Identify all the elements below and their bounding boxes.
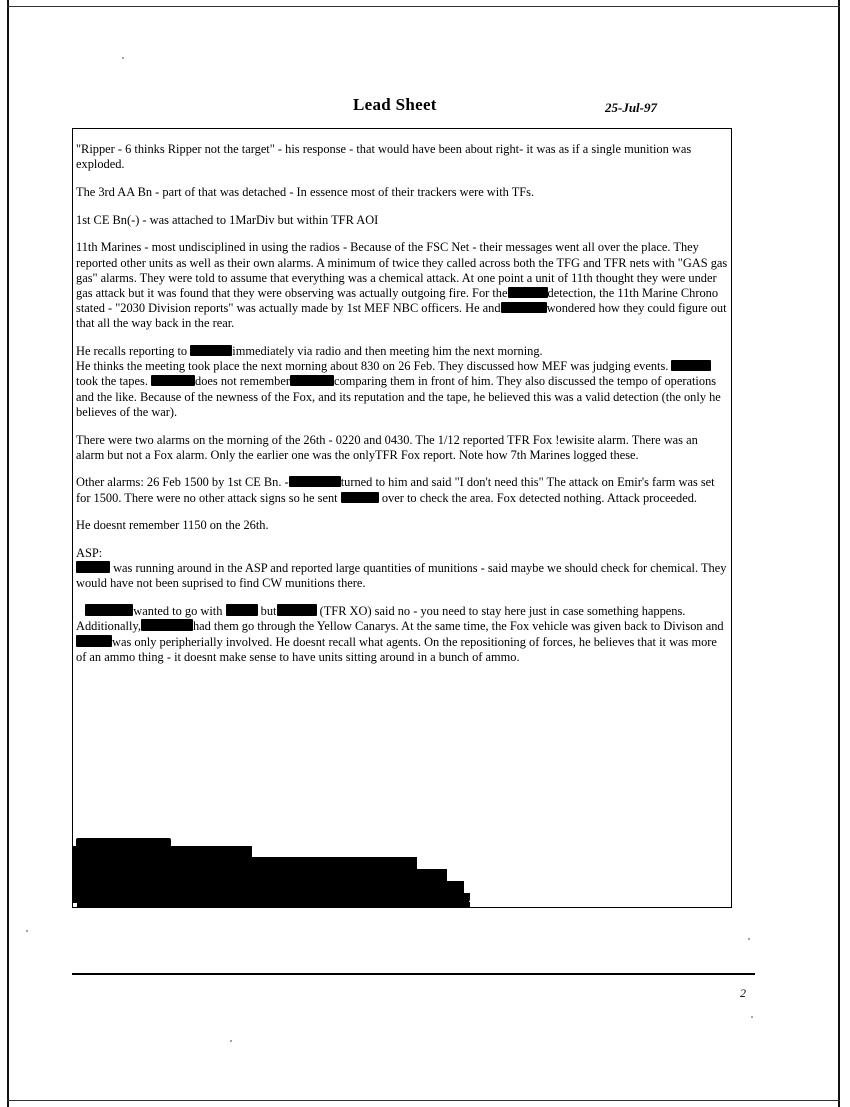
- paragraph-11th-marines: [76, 240, 728, 331]
- scan-speckle: [230, 1040, 232, 1042]
- paragraph-two-alarms: There were two alarms on the morning of the 26th - 0220 and 0430. The 1/12 reported TFR Fox !ewisite alarm. There was an alarm but not a Fox alarm. Only the earlier one was the onlyTFR Fox report. Note how 7th Marines logged these.: [76, 432, 698, 462]
- redaction-bar: [277, 604, 317, 616]
- paragraph-other-alarms: [76, 475, 728, 505]
- redaction-bar: [341, 492, 379, 503]
- text-run: wondered how they could figure out that all the way back in the rear.: [76, 301, 727, 331]
- redaction-bar: [76, 561, 110, 573]
- text-run: was running around in the ASP and reported large quantities of munitions - said maybe we should check for chemical. They would have not been suprised to find CW munitions there.: [76, 561, 727, 591]
- scan-edge-right: [838, 0, 840, 1107]
- paragraph-doesnt-remember: He doesnt remember 1150 on the 26th.: [76, 518, 269, 533]
- paragraph-recalls-reporting: [76, 344, 728, 359]
- text-run: over to check the area. Fox detected nothing. Attack proceeded.: [381, 490, 697, 505]
- scan-edge-bottom: [7, 1100, 840, 1101]
- text-run: He thinks the meeting took place the next morning about 830 on 26 Feb. They discussed how MEF was judging events.: [76, 359, 669, 374]
- redaction-bar: [501, 302, 547, 313]
- redaction-bar: [671, 360, 711, 371]
- footer-divider: [72, 973, 755, 975]
- scan-edge-left: [7, 0, 9, 1107]
- text-run: turned to him and said "I don't need this" The attack on Emir's farm was set for 1500. There were no other attack signs so he sent: [76, 475, 715, 505]
- text-run: took the tapes.: [76, 374, 148, 389]
- redaction-bar: [290, 375, 334, 386]
- scan-speckle: [26, 930, 28, 932]
- page-title: Lead Sheet: [353, 95, 437, 114]
- text-run: Other alarms: 26 Feb 1500 by 1st CE Bn. -: [76, 475, 289, 490]
- text-run: had them go through the Yellow Canarys. At the same time, the Fox vehicle was given back to Divison and: [192, 619, 724, 634]
- text-run: does not remember: [195, 374, 290, 389]
- scan-speckle: [748, 938, 750, 940]
- paragraph-meeting: [76, 359, 728, 420]
- text-run: 11th Marines - most undisciplined in using the radios - Because of the FSC Net - their messages went all over the place. They reported other units as well as their own alarms. A minimum of twice they called across both the TFG and TFR nets with "GAS gas gas" alarms. They were told to assume that everything was a chemical attack. At one point a unit of 11th thought they were under gas attack but it was found that they were observing was actually outgoing fire. For the: [76, 240, 728, 300]
- scan-speckle: [122, 57, 124, 59]
- redaction-bar: [226, 604, 258, 616]
- scan-speckle: [751, 1016, 753, 1018]
- redaction-bar: [76, 635, 112, 647]
- text-run: immediately via radio and then meeting him the next morning.: [232, 344, 543, 359]
- text-run: He recalls reporting to: [76, 344, 188, 359]
- text-run: comparing them in front of him. They also discussed the tempo of operations and the like. Because of the newness of the Fox, and its reputation and the tape, he believed this was a valid detection (the only he believes of the war).: [76, 374, 721, 419]
- document-body-text: [76, 142, 728, 677]
- paragraph-asp: [76, 561, 728, 591]
- document-header: [70, 95, 770, 119]
- text-run: wanted to go with: [133, 604, 223, 619]
- text-run: (TFR XO) said no - you need to stay here just in case something happens. Additionally,: [76, 604, 686, 634]
- asp-label: ASP:: [76, 546, 103, 561]
- redaction-bar: [190, 345, 232, 356]
- scan-edge-top: [7, 6, 840, 7]
- text-run: but: [260, 604, 277, 619]
- paragraph-1st-ce-bn: 1st CE Bn(-) - was attached to 1MarDiv but within TFR AOI: [76, 212, 379, 227]
- redaction-bar: [508, 287, 548, 298]
- redaction-bar: [77, 902, 470, 907]
- text-run: was only peripherially involved. He doesnt recall what agents. On the repositioning of forces, he believes that it was more of an ammo thing - it doesnt make sense to have units sitting around in a bunch of ammo.: [76, 634, 717, 664]
- paragraph-final: [76, 604, 728, 665]
- redaction-bar: [289, 476, 341, 487]
- paragraph-3rd-aa-bn: The 3rd AA Bn - part of that was detached - In essence most of their trackers were with TFs.: [76, 184, 535, 199]
- redaction-bar: [85, 604, 133, 616]
- redaction-bar: [151, 375, 195, 386]
- paragraph-ripper: "Ripper - 6 thinks Ripper not the target" - his response - that would have been about right- it was as if a single munition was exploded.: [76, 142, 692, 172]
- redaction-bar: [141, 619, 193, 631]
- document-date: 25-Jul-97: [605, 100, 657, 115]
- page-number: 2: [740, 986, 746, 1000]
- text-run: detection, the 11th Marine Chrono stated - "2030 Division reports" was actually made by 1st MEF NBC officers. He and: [76, 285, 719, 316]
- large-redaction-block: [72, 838, 492, 910]
